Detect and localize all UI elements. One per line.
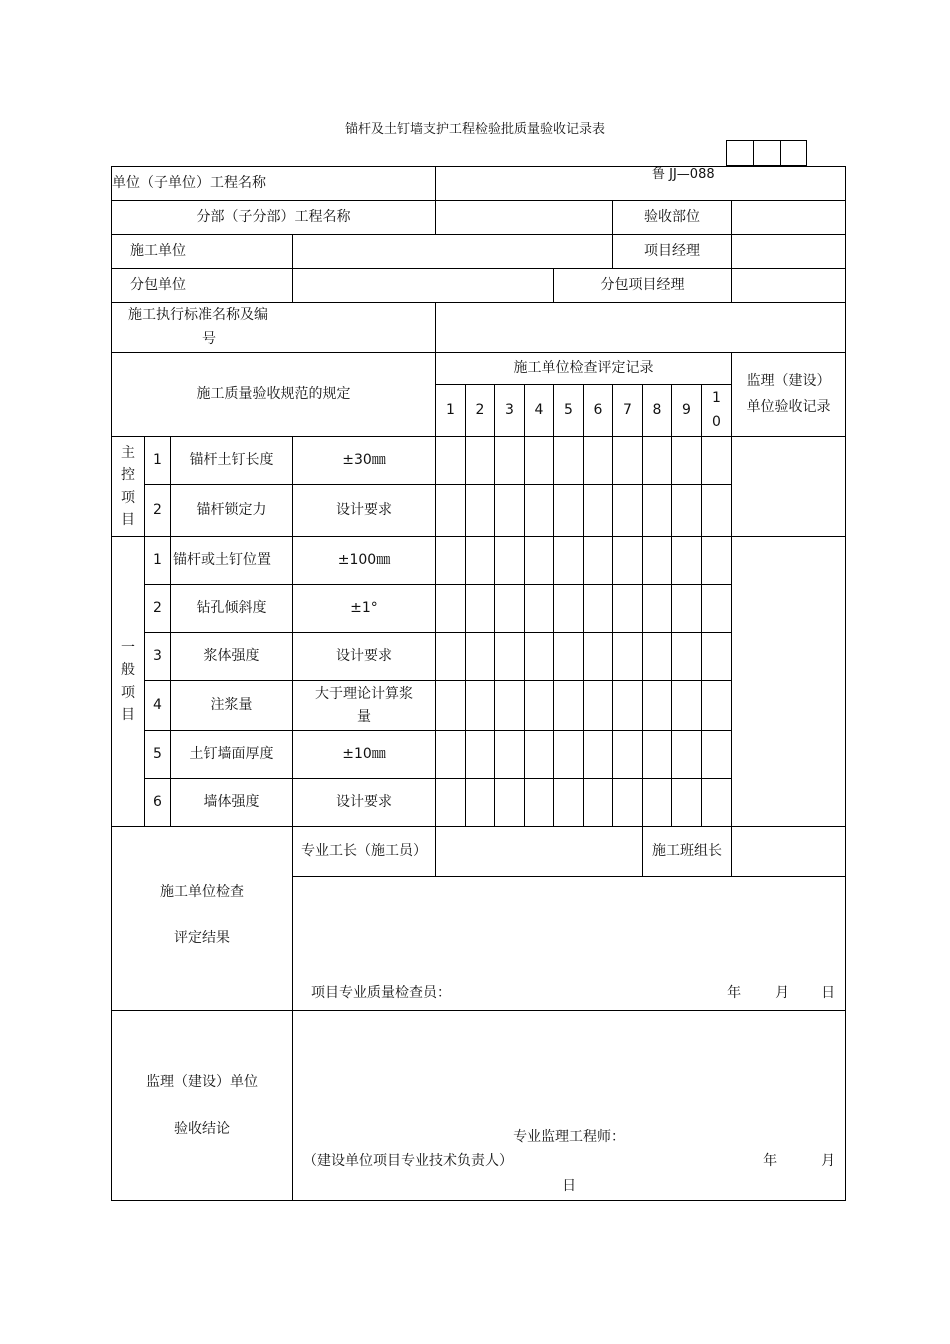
item-name: 钻孔倾斜度	[171, 585, 293, 633]
check-cell[interactable]	[495, 731, 525, 779]
sub-project-value[interactable]	[436, 201, 613, 235]
check-cell[interactable]	[613, 537, 643, 585]
check-cell[interactable]	[436, 731, 466, 779]
standard-label-line1: 施工执行标准名称及编	[128, 306, 268, 323]
foreman-value[interactable]	[436, 827, 643, 877]
check-number: 8	[643, 385, 672, 437]
check-cell[interactable]	[495, 633, 525, 681]
inspector-label: 项目专业质量检查员：	[311, 984, 451, 1001]
check-cell[interactable]	[672, 731, 702, 779]
check-cell[interactable]	[554, 437, 584, 485]
check-cell[interactable]	[643, 585, 672, 633]
check-number-ten	[702, 385, 732, 437]
check-cell[interactable]	[554, 681, 584, 731]
check-cell[interactable]	[525, 437, 554, 485]
subcontractor-label: 分包单位	[112, 269, 293, 303]
number-box[interactable]	[780, 140, 807, 166]
check-number: 1	[436, 385, 466, 437]
general-label	[112, 537, 145, 827]
item-no: 2	[145, 585, 171, 633]
item-name: 土钉墙面厚度	[171, 731, 293, 779]
check-cell[interactable]	[495, 537, 525, 585]
accept-part-value[interactable]	[732, 201, 846, 235]
check-cell[interactable]	[466, 485, 495, 537]
check-cell[interactable]	[554, 585, 584, 633]
check-cell[interactable]	[466, 681, 495, 731]
check-cell[interactable]	[613, 633, 643, 681]
item-name: 锚杆或土钉位置	[171, 537, 293, 585]
subcontractor-value[interactable]	[293, 269, 554, 303]
check-cell[interactable]	[436, 437, 466, 485]
sub-manager-value[interactable]	[732, 269, 846, 303]
check-cell[interactable]	[613, 485, 643, 537]
check-number-ten-digit1: 1	[712, 389, 721, 406]
item-requirement-line1: 大于理论计算浆	[315, 686, 413, 703]
constructor-label: 施工单位	[112, 235, 293, 269]
check-cell[interactable]	[466, 731, 495, 779]
check-cell[interactable]	[702, 585, 732, 633]
check-cell[interactable]	[584, 485, 613, 537]
item-requirement: 设计要求	[293, 485, 436, 537]
check-cell[interactable]	[525, 779, 554, 827]
standard-label	[112, 303, 436, 353]
check-cell[interactable]	[525, 485, 554, 537]
check-number: 4	[525, 385, 554, 437]
check-cell[interactable]	[702, 633, 732, 681]
check-cell[interactable]	[643, 779, 672, 827]
check-cell[interactable]	[466, 437, 495, 485]
item-requirement: ±100㎜	[293, 537, 436, 585]
inspection-record-table	[111, 166, 846, 1201]
team-leader-value[interactable]	[732, 827, 846, 877]
conclusion-year: 年	[763, 1153, 778, 1169]
check-cell[interactable]	[643, 485, 672, 537]
result-label	[112, 827, 293, 1011]
team-leader-label: 施工班组长	[643, 827, 732, 877]
number-box[interactable]	[726, 140, 753, 166]
check-cell[interactable]	[643, 437, 672, 485]
unit-project-label: 单位（子单位）工程名称	[112, 167, 436, 201]
item-requirement-line2: 量	[357, 708, 371, 725]
foreman-label: 专业工长（施工员）	[293, 827, 436, 877]
conclusion-signature-area[interactable]	[293, 1011, 846, 1201]
check-cell[interactable]	[466, 779, 495, 827]
check-cell[interactable]	[495, 779, 525, 827]
result-month: 月	[775, 984, 790, 1001]
number-box[interactable]	[753, 140, 780, 166]
check-cell[interactable]	[672, 585, 702, 633]
check-cell[interactable]	[643, 681, 672, 731]
item-no: 3	[145, 633, 171, 681]
check-cell[interactable]	[584, 437, 613, 485]
check-number: 9	[672, 385, 702, 437]
check-cell[interactable]	[525, 633, 554, 681]
general-char: 目	[121, 706, 135, 723]
check-cell[interactable]	[702, 681, 732, 731]
check-cell[interactable]	[554, 779, 584, 827]
check-cell[interactable]	[702, 437, 732, 485]
check-number: 2	[466, 385, 495, 437]
standard-value[interactable]	[436, 303, 846, 353]
supervisor-header-line1: 监理（建设）	[746, 373, 831, 390]
check-cell[interactable]	[643, 731, 672, 779]
form-code: 鲁 JJ—088	[652, 167, 715, 182]
item-no: 4	[145, 681, 171, 731]
check-cell[interactable]	[643, 633, 672, 681]
check-number: 5	[554, 385, 584, 437]
check-cell[interactable]	[613, 779, 643, 827]
check-cell[interactable]	[436, 585, 466, 633]
general-char: 般	[121, 662, 135, 679]
project-manager-value[interactable]	[732, 235, 846, 269]
check-cell[interactable]	[466, 585, 495, 633]
spec-header: 施工质量验收规范的规定	[112, 353, 436, 437]
check-cell[interactable]	[554, 633, 584, 681]
item-requirement: ±10㎜	[293, 731, 436, 779]
check-cell[interactable]	[643, 537, 672, 585]
check-cell[interactable]	[584, 633, 613, 681]
check-cell[interactable]	[672, 437, 702, 485]
unit-project-value[interactable]	[436, 167, 846, 201]
check-cell[interactable]	[672, 537, 702, 585]
standard-label-line2: 号	[202, 330, 216, 347]
check-cell[interactable]	[525, 731, 554, 779]
item-requirement: ±30㎜	[293, 437, 436, 485]
check-cell[interactable]	[672, 485, 702, 537]
result-signature-area[interactable]	[293, 877, 846, 1011]
sub-project-label: 分部（子分部）工程名称	[112, 201, 436, 235]
check-number-ten-digit2: 0	[712, 413, 721, 430]
check-number: 6	[584, 385, 613, 437]
item-requirement: 设计要求	[293, 633, 436, 681]
engineer-label: 专业监理工程师：	[513, 1128, 626, 1145]
main-control-char: 目	[121, 511, 135, 528]
conclusion-label	[112, 1011, 293, 1201]
check-cell[interactable]	[702, 779, 732, 827]
check-header: 施工单位检查评定记录	[436, 353, 732, 385]
main-supervisor-record[interactable]	[732, 437, 846, 537]
check-cell[interactable]	[672, 779, 702, 827]
check-cell[interactable]	[672, 681, 702, 731]
item-name: 注浆量	[171, 681, 293, 731]
check-cell[interactable]	[584, 585, 613, 633]
form-title: 锚杆及土钉墙支护工程检验批质量验收记录表	[344, 122, 605, 137]
check-cell[interactable]	[436, 779, 466, 827]
supervisor-header	[732, 353, 846, 437]
form-number-boxes	[726, 140, 807, 166]
check-cell[interactable]	[436, 537, 466, 585]
item-requirement: ±1°	[293, 585, 436, 633]
check-cell[interactable]	[525, 681, 554, 731]
main-control-label	[112, 437, 145, 537]
sub-manager-label: 分包项目经理	[554, 269, 732, 303]
item-name: 锚杆土钉长度	[171, 437, 293, 485]
conclusion-label-line2: 验收结论	[174, 1120, 230, 1137]
supervisor-header-line2: 单位验收记录	[746, 398, 831, 415]
check-cell[interactable]	[702, 485, 732, 537]
check-cell[interactable]	[436, 485, 466, 537]
check-cell[interactable]	[584, 731, 613, 779]
check-cell[interactable]	[613, 437, 643, 485]
check-cell[interactable]	[466, 537, 495, 585]
project-manager-label: 项目经理	[613, 235, 732, 269]
check-number: 3	[495, 385, 525, 437]
result-label-line1: 施工单位检查	[160, 884, 244, 900]
item-name: 锚杆锁定力	[171, 485, 293, 537]
main-control-char: 项	[121, 489, 135, 506]
constructor-value[interactable]	[293, 235, 613, 269]
check-cell[interactable]	[436, 633, 466, 681]
item-no: 1	[145, 537, 171, 585]
main-control-char: 主	[121, 444, 135, 461]
item-no: 5	[145, 731, 171, 779]
check-cell[interactable]	[525, 585, 554, 633]
check-cell[interactable]	[584, 779, 613, 827]
check-cell[interactable]	[495, 437, 525, 485]
check-cell[interactable]	[672, 633, 702, 681]
accept-part-label: 验收部位	[613, 201, 732, 235]
item-name: 浆体强度	[171, 633, 293, 681]
conclusion-month: 月	[821, 1153, 836, 1169]
check-cell[interactable]	[702, 537, 732, 585]
check-cell[interactable]	[702, 731, 732, 779]
item-no: 1	[145, 437, 171, 485]
main-control-char: 控	[121, 467, 135, 484]
check-cell[interactable]	[495, 681, 525, 731]
result-label-line2: 评定结果	[174, 930, 230, 947]
check-cell[interactable]	[584, 681, 613, 731]
item-no: 6	[145, 779, 171, 827]
check-cell[interactable]	[613, 731, 643, 779]
check-cell[interactable]	[554, 485, 584, 537]
item-no: 2	[145, 485, 171, 537]
check-cell[interactable]	[584, 537, 613, 585]
check-cell[interactable]	[495, 485, 525, 537]
check-cell[interactable]	[495, 585, 525, 633]
conclusion-day: 日	[562, 1177, 577, 1194]
check-number: 7	[613, 385, 643, 437]
general-supervisor-record[interactable]	[732, 537, 846, 827]
check-cell[interactable]	[436, 681, 466, 731]
check-cell[interactable]	[525, 537, 554, 585]
general-char: 一	[121, 639, 135, 656]
general-char: 项	[121, 684, 135, 701]
result-day: 日	[821, 984, 836, 1001]
conclusion-label-line1: 监理（建设）单位	[146, 1074, 258, 1091]
check-cell[interactable]	[613, 681, 643, 731]
item-requirement	[293, 681, 436, 731]
item-name: 墙体强度	[171, 779, 293, 827]
check-cell[interactable]	[466, 633, 495, 681]
check-cell[interactable]	[554, 731, 584, 779]
check-cell[interactable]	[554, 537, 584, 585]
item-requirement: 设计要求	[293, 779, 436, 827]
check-cell[interactable]	[613, 585, 643, 633]
owner-rep-label: （建设单位项目专业技术负责人）	[303, 1153, 513, 1169]
result-year: 年	[727, 984, 742, 1001]
